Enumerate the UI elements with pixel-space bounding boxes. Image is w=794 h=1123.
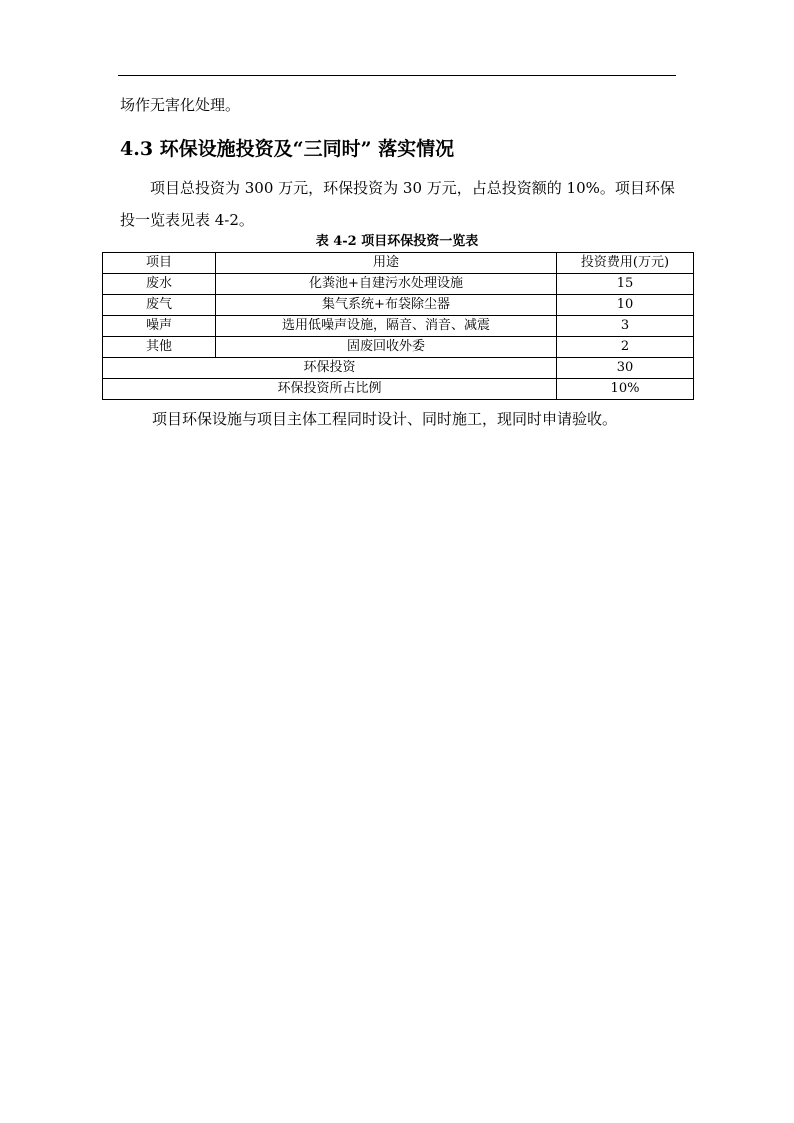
ratio-value: 10%: [557, 379, 694, 400]
row-use: 化粪池+自建污水处理设施: [216, 274, 557, 295]
row-cost: 15: [557, 274, 694, 295]
row-cost: 10: [557, 295, 694, 316]
table-caption: 表 4-2 项目环保投资一览表: [315, 234, 479, 249]
table-ratio-row: [103, 379, 694, 400]
section-heading: 4.3 环保设施投资及“三同时” 落实情况: [120, 138, 455, 160]
row-item: 其他: [103, 337, 216, 358]
table-row: [103, 337, 694, 358]
ratio-label: 环保投资所占比例: [103, 379, 557, 400]
header-rule: [118, 75, 676, 76]
header-use: 用途: [216, 253, 557, 274]
row-item: 噪声: [103, 316, 216, 337]
investment-table: [102, 252, 694, 400]
table-row: [103, 295, 694, 316]
body-paragraph: 项目总投资为 300 万元，环保投资为 30 万元，占总投资额的 10%。项目环保投一览表见表 4-2。: [120, 179, 675, 229]
row-item: 废气: [103, 295, 216, 316]
row-item: 废水: [103, 274, 216, 295]
row-use: 选用低噪声设施，隔音、消音、减震: [216, 316, 557, 337]
table-header-row: [103, 253, 694, 274]
total-label: 环保投资: [103, 358, 557, 379]
table-total-row: [103, 358, 694, 379]
row-use: 集气系统+布袋除尘器: [216, 295, 557, 316]
continued-text: 场作无害化处理。: [120, 96, 241, 114]
after-table-text: 项目环保设施与项目主体工程同时设计、同时施工，现同时申请验收。: [152, 410, 618, 428]
header-cost: 投资费用(万元): [557, 253, 694, 274]
row-use: 固废回收外委: [216, 337, 557, 358]
table-row: [103, 316, 694, 337]
total-value: 30: [557, 358, 694, 379]
row-cost: 2: [557, 337, 694, 358]
row-cost: 3: [557, 316, 694, 337]
table-row: [103, 274, 694, 295]
header-item: 项目: [103, 253, 216, 274]
